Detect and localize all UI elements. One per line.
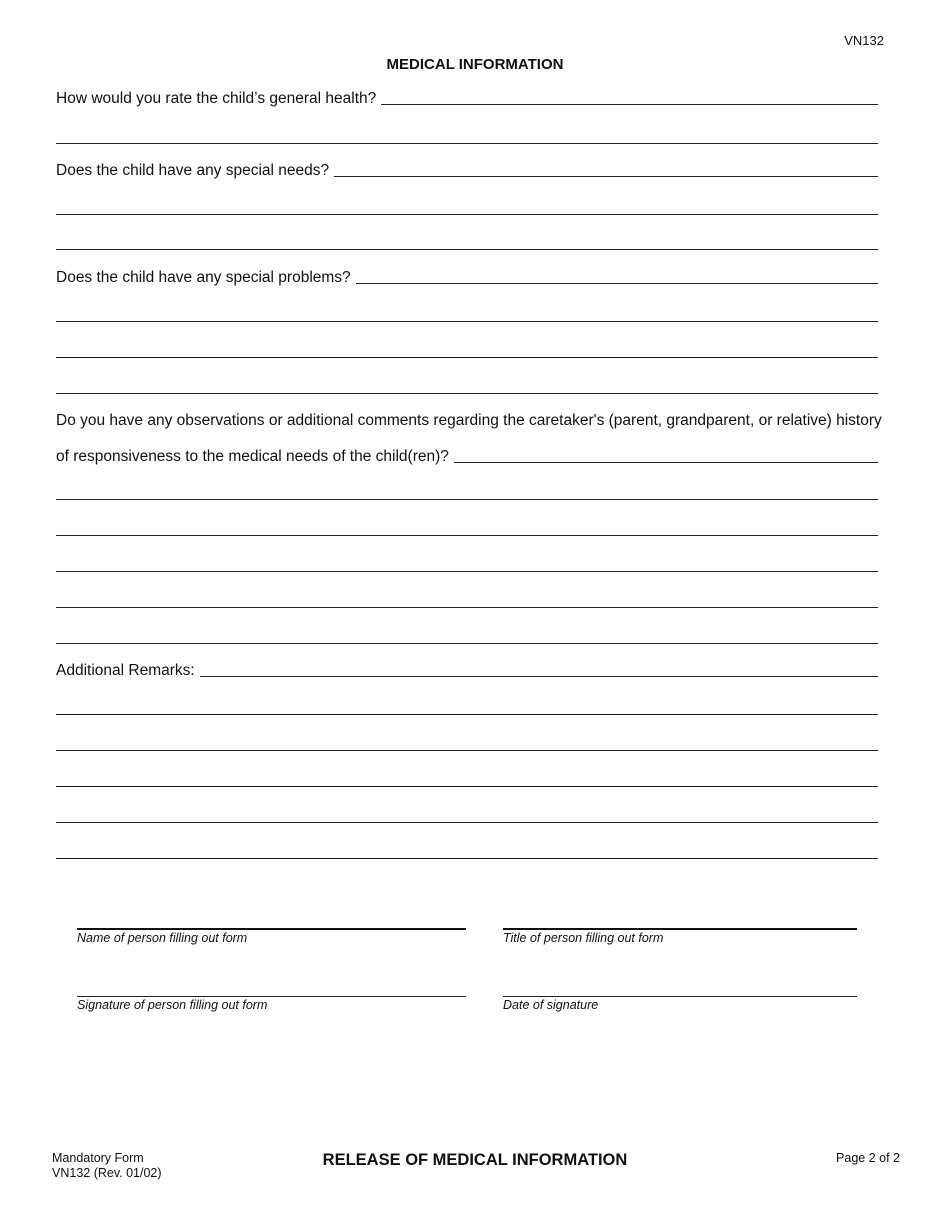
form-type: Mandatory Form (52, 1151, 144, 1165)
special-problems-question (56, 269, 878, 287)
additional-remarks-label: Additional Remarks: (56, 662, 195, 679)
special-needs-field[interactable] (334, 175, 878, 177)
observations-line[interactable] (56, 607, 878, 608)
additional-remarks-line[interactable] (56, 786, 878, 787)
observations-field[interactable] (454, 461, 878, 463)
additional-remarks-line[interactable] (56, 714, 878, 715)
additional-remarks-field[interactable] (200, 675, 878, 677)
observations-line[interactable] (56, 499, 878, 500)
name-field[interactable] (77, 928, 466, 930)
special-problems-line[interactable] (56, 393, 878, 394)
observations-label: of responsiveness to the medical needs of the child(ren)? (56, 448, 449, 465)
special-needs-question (56, 162, 878, 180)
form-code: VN132 (844, 33, 884, 48)
special-problems-label: Does the child have any special problems? (56, 269, 351, 286)
observations-line[interactable] (56, 535, 878, 536)
signature-field[interactable] (77, 996, 466, 997)
additional-remarks-line[interactable] (56, 822, 878, 823)
special-problems-field[interactable] (356, 282, 878, 284)
title-field-label: Title of person filling out form (503, 931, 664, 945)
special-needs-label: Does the child have any special needs? (56, 162, 330, 179)
observations-line[interactable] (56, 571, 878, 572)
release-title: RELEASE OF MEDICAL INFORMATION (322, 1151, 628, 1169)
general-health-line[interactable] (56, 143, 878, 144)
special-problems-line[interactable] (56, 321, 878, 322)
page-number: Page 2 of 2 (836, 1151, 900, 1165)
observations-question-line1: Do you have any observations or additional comments regarding the caretaker's (parent, grandparent, or relative) history (56, 412, 882, 429)
special-needs-line[interactable] (56, 214, 878, 215)
observations-question (56, 448, 878, 466)
special-problems-line[interactable] (56, 357, 878, 358)
name-field-label: Name of person filling out form (77, 931, 248, 945)
date-field[interactable] (503, 996, 857, 997)
date-field-label: Date of signature (503, 998, 599, 1012)
additional-remarks-line[interactable] (56, 858, 878, 859)
special-needs-line[interactable] (56, 249, 878, 250)
additional-remarks-line[interactable] (56, 750, 878, 751)
title-field[interactable] (503, 928, 857, 930)
general-health-field[interactable] (381, 103, 878, 105)
page-title: MEDICAL INFORMATION (386, 56, 564, 73)
observations-line[interactable] (56, 643, 878, 644)
additional-remarks-question (56, 662, 878, 680)
signature-field-label: Signature of person filling out form (77, 998, 268, 1012)
general-health-label: How would you rate the child’s general health? (56, 90, 377, 107)
general-health-question (56, 90, 878, 108)
form-revision: VN132 (Rev. 01/02) (52, 1166, 162, 1180)
